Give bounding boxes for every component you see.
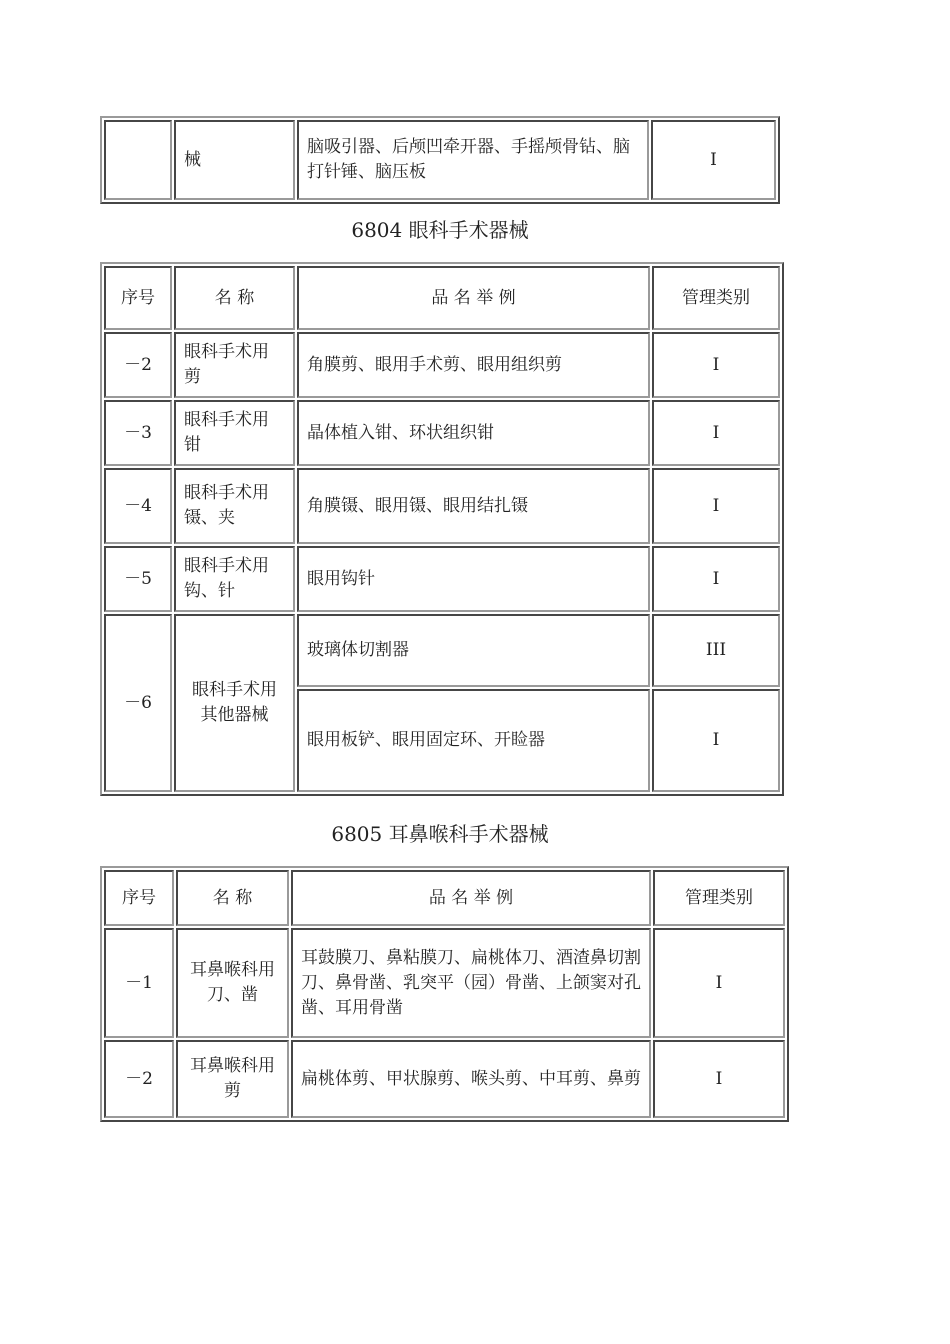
examples-cell: 脑吸引器、后颅凹牵开器、手摇颅骨钻、脑打针锤、脑压板 [297,120,649,200]
header-class: 管理类别 [652,266,780,330]
device-name-cell: 眼科手术用镊、夹 [174,468,295,544]
examples-cell: 眼用钩针 [297,546,650,612]
table-row [104,468,780,544]
table-row [104,614,780,687]
examples-cell: 眼用板铲、眼用固定环、开睑器 [297,689,650,792]
examples-cell: 耳鼓膜刀、鼻粘膜刀、扁桃体刀、酒渣鼻切割刀、鼻骨凿、乳突平（园）骨凿、上颌窦对孔凿、耳用骨凿 [291,928,651,1038]
device-name-cell: 眼科手术用剪 [174,332,295,398]
header-examples: 品 名 举 例 [291,870,651,926]
table-6804 [100,262,784,796]
device-name-cell: 械 [174,120,295,200]
header-row [104,870,785,926]
table-row [104,120,776,200]
header-name: 名 称 [176,870,289,926]
device-name-cell: 耳鼻喉科用刀、凿 [176,928,289,1038]
examples-cell: 角膜镊、眼用镊、眼用结扎镊 [297,468,650,544]
header-row [104,266,780,330]
table-6805 [100,866,789,1122]
table-row [104,400,780,466]
class-cell: I [651,120,776,200]
class-cell: I [652,546,780,612]
section-title-6805: 6805 耳鼻喉科手术器械 [331,822,549,846]
table-row [104,332,780,398]
class-cell: I [652,468,780,544]
row-number-cell: －3 [104,400,172,466]
examples-cell: 晶体植入钳、环状组织钳 [297,400,650,466]
class-cell: III [652,614,780,687]
table-row [104,928,785,1038]
header-name: 名 称 [174,266,295,330]
table-row [104,546,780,612]
class-cell: I [653,928,785,1038]
examples-cell: 玻璃体切割器 [297,614,650,687]
device-name-cell: 眼科手术用钳 [174,400,295,466]
examples-cell: 角膜剪、眼用手术剪、眼用组织剪 [297,332,650,398]
row-number-cell: －2 [104,1040,174,1118]
examples-cell: 扁桃体剪、甲状腺剪、喉头剪、中耳剪、鼻剪 [291,1040,651,1118]
header-class: 管理类别 [653,870,785,926]
device-name-cell: 眼科手术用钩、针 [174,546,295,612]
class-cell: I [652,689,780,792]
table-row [104,1040,785,1118]
row-number-cell: －4 [104,468,172,544]
class-cell: I [652,332,780,398]
row-number-cell: －6 [104,614,172,792]
continuation-table [100,116,780,204]
class-cell: I [653,1040,785,1118]
device-name-cell: 耳鼻喉科用剪 [176,1040,289,1118]
header-no: 序号 [104,870,174,926]
class-cell: I [652,400,780,466]
section-title-6804: 6804 眼科手术器械 [351,218,529,242]
header-no: 序号 [104,266,172,330]
device-name-cell: 眼科手术用其他器械 [174,614,295,792]
row-number-cell: －5 [104,546,172,612]
header-examples: 品 名 举 例 [297,266,650,330]
row-number-cell [104,120,172,200]
row-number-cell: －1 [104,928,174,1038]
row-number-cell: －2 [104,332,172,398]
